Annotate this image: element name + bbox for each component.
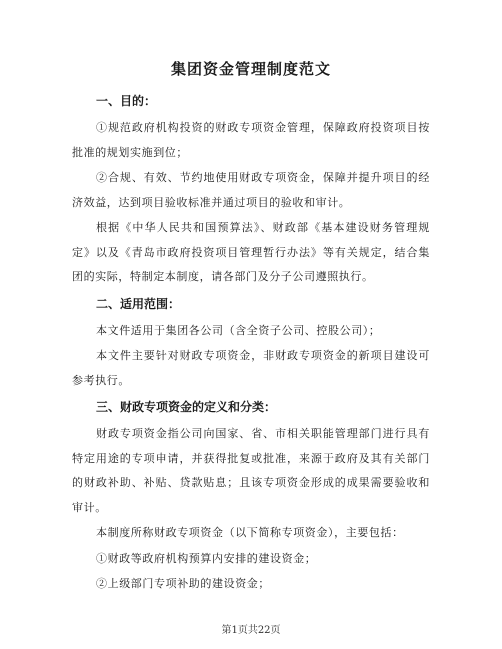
section-scope [72, 291, 430, 394]
paragraph: ②合规、有效、节约地使用财政专项资金，保障并提升项目的经济效益，达到项目验收标准并通过项目的验收和审计。 [72, 171, 430, 209]
section-heading: 一、目的： [96, 94, 157, 108]
page-number-footer: 第1页共22页 [221, 625, 281, 636]
paragraph: 本文件主要针对财政专项资金，非财政专项资金的新项目建设可参考执行。 [72, 349, 430, 387]
section-definition [72, 394, 430, 597]
paragraph: ①规范政府机构投资的财政专项资金管理，保障政府投资项目按批准的规划实施到位； [72, 121, 430, 159]
section-heading: 三、财政专项资金的定义和分类： [96, 400, 277, 414]
section-heading: 二、适用范围： [96, 296, 181, 311]
paragraph: 根据《中华人民共和国预算法》、财政部《基本建设财务管理规定》以及《青岛市政府投资项目管理暂行办法》等有关规定，结合集团的实际，特制定本制度，请各部门及分子公司遵照执行。 [72, 221, 430, 283]
document-body [72, 88, 430, 598]
paragraph: 本文件适用于集团各公司（含全资子公司、控股公司）； [96, 323, 381, 337]
document-title: 集团资金管理制度范文 [170, 60, 331, 78]
section-purpose [72, 88, 430, 290]
paragraph: 财政专项资金指公司向国家、省、市相关职能管理部门进行具有特定用途的专项申请，并获得批复或批准，来源于政府及其有关部门的财政补助、补贴、贷款贴息；且该专项资金形成的成果需要验收和审计。 [72, 427, 430, 514]
paragraph: ①财政等政府机构预算内安排的建设资金； [96, 551, 317, 565]
paragraph: 本制度所称财政专项资金（以下简称专项资金），主要包括： [96, 526, 404, 539]
paragraph: ②上级部门专项补助的建设资金； [96, 577, 270, 590]
